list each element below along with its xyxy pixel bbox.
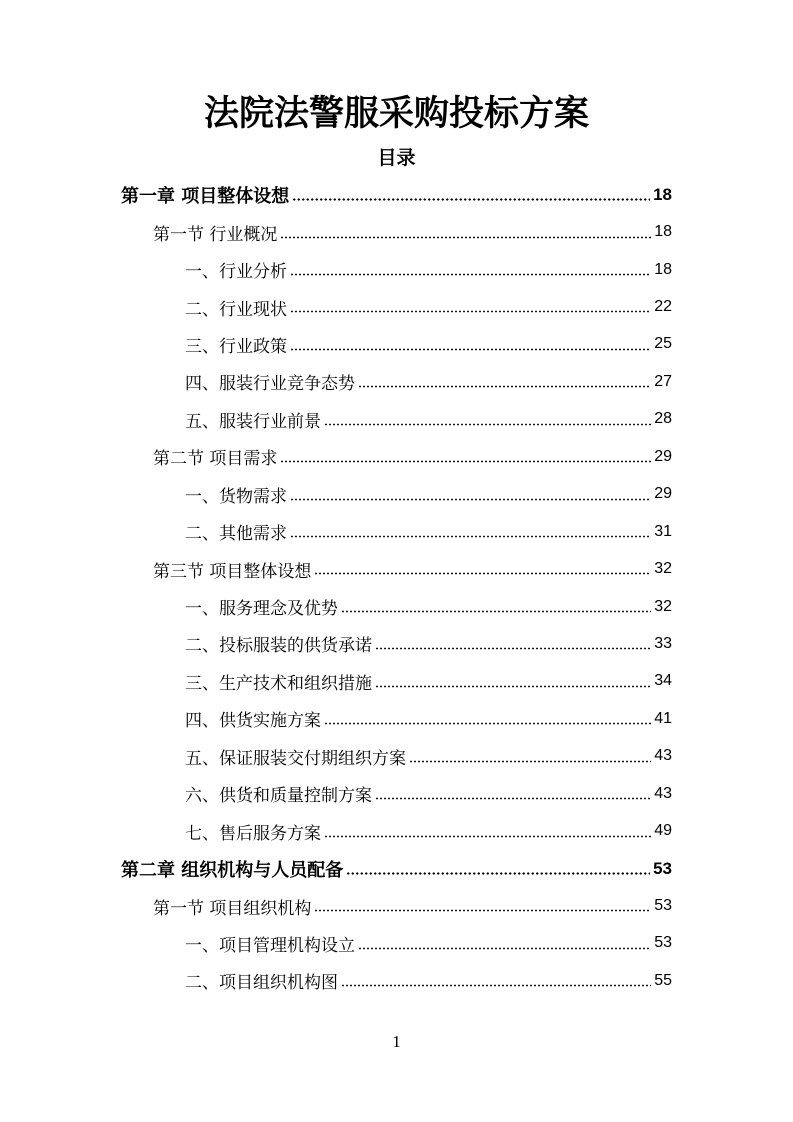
- toc-entry-label: 第二章 组织机构与人员配备: [121, 859, 344, 881]
- toc-entry-label: 一、货物需求: [185, 486, 287, 507]
- toc-entry-page: 22: [654, 298, 672, 316]
- toc-entry-label: 一、行业分析: [185, 262, 287, 283]
- toc-subsection-entry[interactable]: [0, 925, 793, 962]
- toc-subsection-entry[interactable]: [0, 326, 793, 363]
- toc-dot-leader: [290, 261, 651, 278]
- toc-section-entry[interactable]: [0, 887, 793, 924]
- toc-dot-leader: [324, 411, 651, 428]
- toc-entry-page: 27: [654, 372, 672, 390]
- toc-dot-leader: [358, 373, 651, 390]
- toc-entry-label: 六、供货和质量控制方案: [185, 786, 372, 807]
- toc-subsection-entry[interactable]: [0, 401, 793, 438]
- toc-entry-page: 28: [654, 410, 672, 428]
- toc-entry-label: 七、售后服务方案: [185, 823, 321, 844]
- toc-entry-label: 四、服装行业竞争态势: [185, 374, 355, 395]
- document-title: 法院法警服采购投标方案: [203, 93, 589, 134]
- toc-dot-leader: [290, 523, 651, 540]
- toc-subsection-entry[interactable]: [0, 513, 793, 550]
- toc-entry-label: 三、行业政策: [185, 336, 287, 357]
- toc-subsection-entry[interactable]: [0, 288, 793, 325]
- toc-subsection-entry[interactable]: [0, 476, 793, 513]
- toc-dot-leader: [346, 860, 650, 878]
- toc-dot-leader: [375, 785, 651, 802]
- toc-subsection-entry[interactable]: [0, 625, 793, 662]
- toc-dot-leader: [280, 448, 651, 465]
- toc-dot-leader: [341, 598, 651, 615]
- toc-entry-page: 41: [654, 709, 672, 727]
- toc-subsection-entry[interactable]: [0, 251, 793, 288]
- toc-subsection-entry[interactable]: [0, 588, 793, 625]
- toc-entry-label: 五、保证服装交付期组织方案: [185, 748, 406, 769]
- toc-entry-label: 第三节 项目整体设想: [153, 561, 312, 582]
- toc-entry-label: 四、供货实施方案: [185, 711, 321, 732]
- toc-chapter-entry[interactable]: [0, 850, 793, 887]
- toc-dot-leader: [280, 224, 651, 241]
- toc-entry-page: 43: [654, 784, 672, 802]
- toc-entry-page: 32: [654, 560, 672, 578]
- toc-dot-leader: [290, 486, 651, 503]
- toc-entry-page: 43: [654, 747, 672, 765]
- toc-entry-page: 34: [654, 672, 672, 690]
- toc-section-entry[interactable]: [0, 213, 793, 250]
- table-of-contents: [0, 176, 793, 1000]
- toc-entry-page: 49: [654, 822, 672, 840]
- toc-entry-page: 33: [654, 634, 672, 652]
- toc-entry-label: 一、服务理念及优势: [185, 599, 338, 620]
- toc-dot-leader: [358, 935, 651, 952]
- toc-entry-page: 18: [654, 260, 672, 278]
- toc-entry-page: 31: [654, 522, 672, 540]
- toc-dot-leader: [375, 635, 651, 652]
- toc-dot-leader: [324, 710, 651, 727]
- toc-entry-page: 18: [654, 223, 672, 241]
- toc-entry-page: 55: [654, 971, 672, 989]
- toc-entry-label: 第一节 项目组织机构: [153, 898, 312, 919]
- toc-section-entry[interactable]: [0, 550, 793, 587]
- toc-entry-page: 32: [654, 597, 672, 615]
- toc-entry-page: 53: [654, 897, 672, 915]
- toc-subsection-entry[interactable]: [0, 812, 793, 849]
- toc-entry-label: 二、投标服装的供货承诺: [185, 636, 372, 657]
- toc-entry-label: 第二节 项目需求: [153, 449, 278, 470]
- toc-entry-label: 第一节 行业概况: [153, 224, 278, 245]
- toc-subsection-entry[interactable]: [0, 363, 793, 400]
- toc-dot-leader: [290, 299, 651, 316]
- toc-subsection-entry[interactable]: [0, 700, 793, 737]
- toc-subsection-entry[interactable]: [0, 775, 793, 812]
- toc-dot-leader: [324, 823, 651, 840]
- toc-subsection-entry[interactable]: [0, 738, 793, 775]
- toc-dot-leader: [341, 972, 651, 989]
- toc-entry-page: 25: [654, 335, 672, 353]
- page-number: 1: [392, 1032, 401, 1051]
- toc-entry-label: 二、项目组织机构图: [185, 973, 338, 994]
- toc-entry-label: 二、行业现状: [185, 299, 287, 320]
- toc-section-entry[interactable]: [0, 438, 793, 475]
- toc-entry-page: 53: [653, 858, 672, 878]
- toc-entry-page: 53: [654, 934, 672, 952]
- toc-entry-label: 一、项目管理机构设立: [185, 935, 355, 956]
- toc-entry-page: 29: [654, 485, 672, 503]
- toc-subsection-entry[interactable]: [0, 663, 793, 700]
- toc-dot-leader: [292, 186, 650, 204]
- toc-dot-leader: [314, 561, 651, 578]
- toc-chapter-entry[interactable]: [0, 176, 793, 213]
- toc-subsection-entry[interactable]: [0, 962, 793, 999]
- toc-heading: 目录: [377, 147, 416, 169]
- toc-dot-leader: [375, 673, 651, 690]
- toc-dot-leader: [290, 336, 651, 353]
- toc-dot-leader: [314, 898, 651, 915]
- toc-entry-label: 三、生产技术和组织措施: [185, 673, 372, 694]
- toc-entry-page: 29: [654, 447, 672, 465]
- toc-entry-page: 18: [653, 184, 672, 204]
- toc-dot-leader: [409, 748, 651, 765]
- toc-entry-label: 五、服装行业前景: [185, 411, 321, 432]
- toc-entry-label: 第一章 项目整体设想: [121, 185, 290, 207]
- toc-entry-label: 二、其他需求: [185, 524, 287, 545]
